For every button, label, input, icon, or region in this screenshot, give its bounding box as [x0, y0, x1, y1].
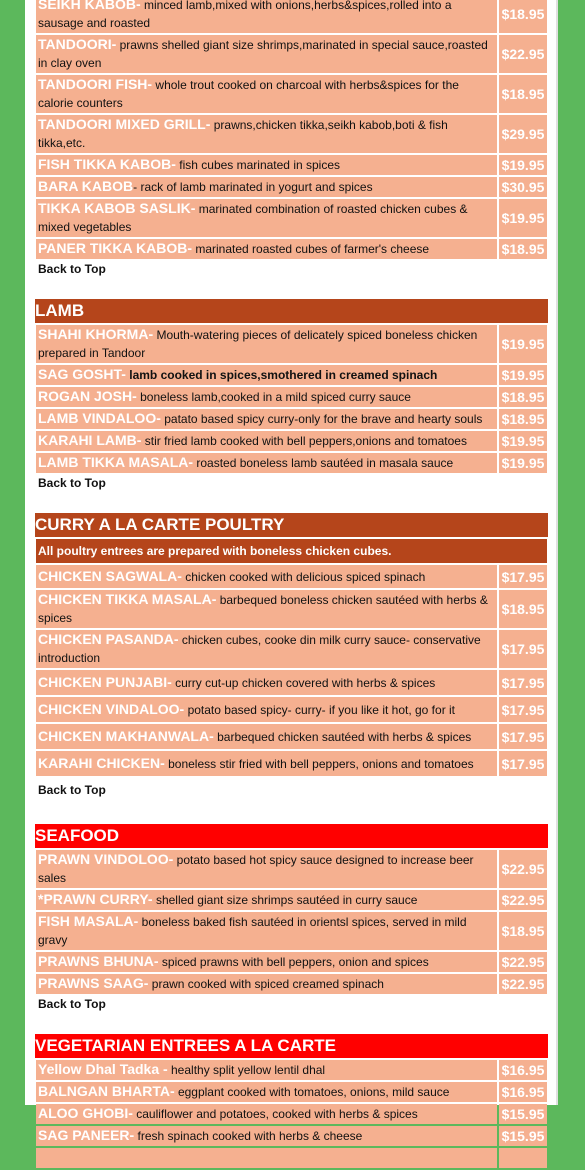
- item-name: CHICKEN PASANDA-: [38, 631, 179, 647]
- menu-row: [36, 590, 547, 628]
- item-desc: Mouth-watering pieces of delicately spiced boneless chicken prepared in Tandoor: [38, 328, 478, 360]
- item-price: $18.95: [499, 239, 547, 259]
- item-desc: prawns shelled giant size shrimps,marinated in special sauce,roasted in clay oven: [38, 38, 488, 70]
- section-title-poultry: CURRY A LA CARTE POULTRY: [35, 513, 548, 537]
- item-name: TANDOORI MIXED GRILL-: [38, 116, 211, 132]
- tandoori-section: [25, 0, 558, 277]
- menu-row: [36, 850, 547, 888]
- item-desc: chicken cooked with delicious spiced spinach: [181, 569, 426, 584]
- item-price: $22.95: [499, 952, 547, 972]
- item-price: $19.95: [499, 199, 547, 237]
- back-to-top-link[interactable]: Back to Top: [38, 476, 106, 490]
- item-desc: prawns,chicken tikka,seikh kabob,boti & fish tikka,etc.: [38, 118, 448, 150]
- back-to-top-link[interactable]: Back to Top: [38, 783, 106, 797]
- menu-row: [36, 453, 547, 473]
- item-name: SEIKH KABOB-: [38, 0, 141, 12]
- page-border: [556, 0, 558, 1105]
- menu-page: [25, 0, 558, 1144]
- menu-row: [36, 387, 547, 407]
- item-desc: lamb cooked in spices,smothered in creamed spinach: [125, 368, 438, 382]
- item-price: $22.95: [499, 850, 547, 888]
- menu-row: [36, 974, 547, 994]
- menu-row: [36, 1060, 547, 1080]
- item-name: LAMB VINDALOO-: [38, 410, 161, 426]
- item-desc: potato based hot spicy sauce designed to increase beer sales: [38, 853, 474, 885]
- item-name: FISH MASALA-: [38, 913, 139, 929]
- menu-row: [36, 75, 547, 113]
- item-name: TANDOORI FISH-: [38, 76, 153, 92]
- item-price: $30.95: [499, 177, 547, 197]
- menu-row: [36, 1148, 547, 1168]
- item-price: $18.95: [499, 409, 547, 429]
- item-price: $16.95: [499, 1060, 547, 1080]
- section-title-seafood: SEAFOOD: [35, 824, 548, 848]
- item-name: CHICKEN SAGWALA-: [38, 567, 182, 584]
- poultry-table: [34, 537, 549, 778]
- item-cell: [36, 1148, 497, 1168]
- item-name: SHAHI KHORMA-: [38, 326, 154, 342]
- item-name: ALOO GHOBI-: [38, 1105, 133, 1121]
- item-price: $17.95: [499, 697, 547, 722]
- menu-row: [36, 155, 547, 175]
- item-desc: curry cut-up chicken covered with herbs & spices: [171, 675, 436, 690]
- menu-row: [36, 565, 547, 588]
- menu-row: [36, 325, 547, 363]
- item-price: $18.95: [499, 0, 547, 33]
- item-price: [499, 1148, 547, 1168]
- item-desc: boneless stir fried with bell peppers, onions and tomatoes: [164, 756, 474, 771]
- item-desc: cauliflower and potatoes, cooked with herbs & spices: [132, 1107, 418, 1121]
- item-desc: barbequed chicken sautéed with herbs & spices: [213, 729, 472, 744]
- menu-row: [36, 431, 547, 451]
- menu-row: [36, 177, 547, 197]
- item-desc: - rack of lamb marinated in yogurt and spices: [133, 180, 373, 194]
- menu-row: [36, 630, 547, 668]
- item-price: $16.95: [499, 1082, 547, 1102]
- section-title-lamb: LAMB: [35, 299, 548, 323]
- item-name: CHICKEN TIKKA MASALA-: [38, 591, 217, 607]
- poultry-note: All poultry entrees are prepared with boneless chicken cubes.: [36, 539, 547, 563]
- item-name: KARAHI CHICKEN-: [38, 754, 165, 771]
- item-desc: whole trout cooked on charcoal with herbs&spices for the calorie counters: [38, 78, 459, 110]
- item-desc: prawn cooked with spiced creamed spinach: [148, 977, 384, 991]
- menu-row: [36, 1126, 547, 1146]
- item-name: PRAWN VINDOLOO-: [38, 851, 174, 867]
- item-desc: roasted boneless lamb sautéed in masala sauce: [193, 456, 454, 470]
- item-name: SAG PANEER-: [38, 1127, 135, 1143]
- back-to-top-link[interactable]: Back to Top: [38, 997, 106, 1011]
- menu-row: [36, 670, 547, 695]
- menu-row: [36, 890, 547, 910]
- item-desc: marinated roasted cubes of farmer's cheese: [192, 242, 430, 256]
- vegetarian-table: [34, 1058, 549, 1170]
- item-desc: marinated combination of roasted chicken cubes & mixed vegetables: [38, 202, 468, 234]
- item-desc: boneless lamb,cooked in a mild spiced curry sauce: [136, 390, 411, 404]
- item-price: $18.95: [499, 912, 547, 950]
- item-price: $22.95: [499, 890, 547, 910]
- item-desc: fresh spinach cooked with herbs & cheese: [134, 1129, 363, 1143]
- item-name: LAMB TIKKA MASALA-: [38, 454, 194, 470]
- seafood-table: [34, 848, 549, 996]
- item-name: BARA KABOB: [38, 178, 134, 194]
- item-desc: eggplant cooked with tomatoes, onions, mild sauce: [174, 1085, 450, 1099]
- item-desc: barbequed boneless chicken sautéed with herbs & spices: [38, 593, 488, 625]
- item-desc: stir fried lamb cooked with bell peppers,onions and tomatoes: [141, 434, 467, 448]
- menu-row: [36, 912, 547, 950]
- item-price: $15.95: [499, 1126, 547, 1146]
- item-price: $18.95: [499, 75, 547, 113]
- menu-row: [36, 724, 547, 749]
- item-price: $19.95: [499, 453, 547, 473]
- menu-row: [36, 0, 547, 33]
- item-desc: potato based spicy- curry- if you like it hot, go for it: [184, 702, 456, 717]
- item-desc: minced lamb,mixed with onions,herbs&spices,rolled into a sausage and roasted: [38, 0, 452, 30]
- item-price: $17.95: [499, 724, 547, 749]
- item-desc: fish cubes marinated in spices: [175, 158, 341, 172]
- item-name: BALNGAN BHARTA-: [38, 1083, 175, 1099]
- tandoori-table: [34, 0, 549, 261]
- item-name: FISH TIKKA KABOB-: [38, 156, 176, 172]
- item-name: TIKKA KABOB SASLIK-: [38, 200, 196, 216]
- item-desc: chicken cubes, cooke din milk curry sauce- conservative introduction: [38, 633, 481, 665]
- menu-row: [36, 751, 547, 776]
- menu-row: [36, 952, 547, 972]
- item-name: Yellow Dhal Tadka -: [38, 1061, 168, 1077]
- item-name: PRAWNS BHUNA-: [38, 953, 159, 969]
- lamb-table: [34, 323, 549, 475]
- item-name: KARAHI LAMB-: [38, 432, 142, 448]
- item-name: *PRAWN CURRY-: [38, 891, 153, 907]
- menu-row: [36, 365, 547, 385]
- menu-row: [36, 199, 547, 237]
- item-price: $15.95: [499, 1104, 547, 1124]
- back-to-top-link[interactable]: Back to Top: [38, 262, 106, 276]
- item-name: CHICKEN PUNJABI-: [38, 673, 172, 690]
- menu-row: [36, 115, 547, 153]
- menu-row: [36, 1104, 547, 1124]
- menu-row: [36, 409, 547, 429]
- item-name: PANER TIKKA KABOB-: [38, 240, 192, 256]
- item-price: $17.95: [499, 751, 547, 776]
- item-price: $18.95: [499, 387, 547, 407]
- item-desc: boneless baked fish sautéed in orientsl spices, served in mild gravy: [38, 915, 467, 947]
- item-price: $18.95: [499, 590, 547, 628]
- menu-row: [36, 35, 547, 73]
- item-price: $19.95: [499, 155, 547, 175]
- menu-row: [36, 697, 547, 722]
- section-title-vegetarian: VEGETARIAN ENTREES A LA CARTE: [35, 1034, 548, 1058]
- item-price: $17.95: [499, 670, 547, 695]
- item-price: $19.95: [499, 431, 547, 451]
- item-name: CHICKEN MAKHANWALA-: [38, 727, 214, 744]
- item-desc: shelled giant size shrimps sautéed in curry sauce: [152, 893, 418, 907]
- item-price: $17.95: [499, 565, 547, 588]
- item-name: ROGAN JOSH-: [38, 388, 137, 404]
- item-price: $19.95: [499, 365, 547, 385]
- item-name: TANDOORI-: [38, 36, 117, 52]
- item-name: PRAWNS SAAG-: [38, 975, 149, 991]
- menu-row: [36, 1082, 547, 1102]
- item-name: CHICKEN VINDALOO-: [38, 700, 185, 717]
- note-row: [36, 539, 547, 563]
- menu-row: [36, 239, 547, 259]
- item-desc: patato based spicy curry-only for the brave and hearty souls: [160, 412, 483, 426]
- item-name: SAG GOSHT-: [38, 366, 126, 382]
- item-price: $22.95: [499, 974, 547, 994]
- item-price: $17.95: [499, 630, 547, 668]
- item-price: $19.95: [499, 325, 547, 363]
- item-price: $29.95: [499, 115, 547, 153]
- item-desc: healthy split yellow lentil dhal: [167, 1063, 326, 1077]
- item-desc: spiced prawns with bell peppers, onion and spices: [158, 955, 429, 969]
- item-price: $22.95: [499, 35, 547, 73]
